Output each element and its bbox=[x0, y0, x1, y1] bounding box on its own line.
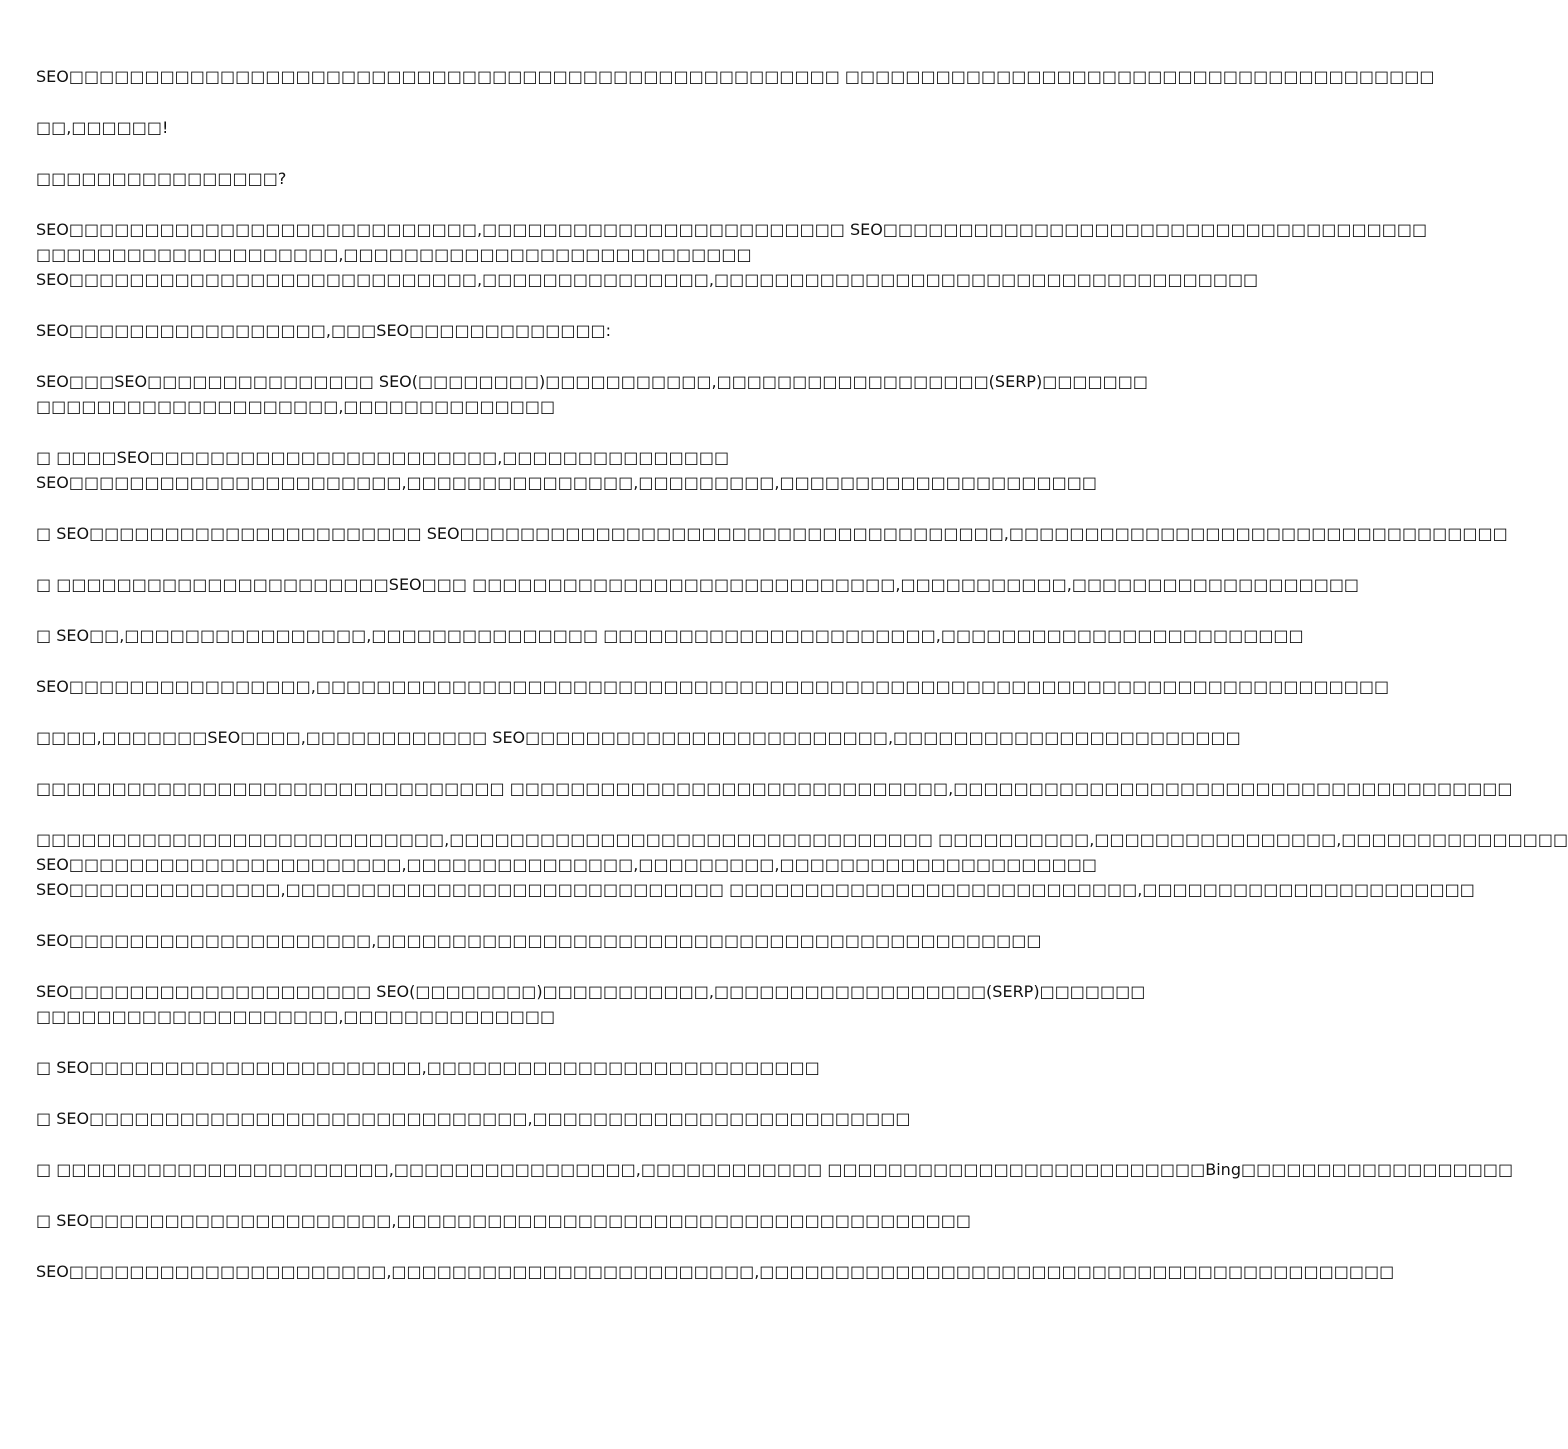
text-line: □ SEO□□□□□□□□□□□□□□□□□□□□□□,□□□□□□□□□□□□□□□□□□□□□□□□□□ bbox=[36, 1058, 820, 1077]
text-line: SEO□□□SEO□□□□□□□□□□□□□□□ SEO(□□□□□□□□)□□□□□□□□□□□,□□□□□□□□□□□□□□□□□□(SERP)□□□□□□□ bbox=[36, 372, 1149, 391]
paragraph bbox=[36, 521, 1508, 546]
text-line: □ □□□□SEO□□□□□□□□□□□□□□□□□□□□□□□,□□□□□□□□□□□□□□□ bbox=[36, 448, 730, 467]
paragraph bbox=[36, 979, 1146, 1029]
paragraph bbox=[36, 166, 996, 191]
paragraph bbox=[36, 776, 1513, 801]
paragraph bbox=[36, 928, 1042, 953]
text-line: □ SEO□□,□□□□□□□□□□□□□□□□,□□□□□□□□□□□□□□□ □□□□□□□□□□□□□□□□□□□□□□,□□□□□□□□□□□□□□□□□□□□□□□□ bbox=[36, 626, 1304, 645]
paragraph bbox=[36, 64, 1435, 89]
paragraph bbox=[36, 1157, 1514, 1182]
document-body bbox=[36, 64, 1568, 1310]
paragraph bbox=[36, 1106, 996, 1131]
paragraph bbox=[36, 445, 1097, 495]
text-line: SEO□□□□□□□□□□□□□□□□□□□□□□□□□□□,□□□□□□□□□□□□□□□,□□□□□□□□□□□□□□□□□□□□□□□□□□□□□□□□□□□□ bbox=[36, 270, 1259, 289]
text-line: □□□□□□□□□□□□□□□□? bbox=[36, 169, 287, 188]
text-line: SEO□□□□□□□□□□□□□□□□□□□□□□,□□□□□□□□□□□□□□□,□□□□□□□□□,□□□□□□□□□□□□□□□□□□□□□ bbox=[36, 473, 1097, 492]
paragraph bbox=[36, 674, 1390, 699]
text-line: SEO□□□□□□□□□□□□□□□□,□□□□□□□□□□□□□□□□□□□□□□□□□□□□□□□□□□□□□□□□□□□□□□□□□□□□□□□□□□□□□□□□□□□□□□□ bbox=[36, 677, 1390, 696]
paragraph bbox=[36, 369, 1149, 419]
paragraph bbox=[36, 827, 1568, 902]
text-line: SEO□□□□□□□□□□□□□□□□□□□□□□,□□□□□□□□□□□□□□□,□□□□□□□□□,□□□□□□□□□□□□□□□□□□□□□ bbox=[36, 855, 1097, 874]
text-line: □ SEO□□□□□□□□□□□□□□□□□□□□,□□□□□□□□□□□□□□□□□□□□□□□□□□□□□□□□□□□□□□ bbox=[36, 1211, 971, 1230]
text-line: □ SEO□□□□□□□□□□□□□□□□□□□□□□ SEO□□□□□□□□□□□□□□□□□□□□□□□□□□□□□□□□□□□□,□□□□□□□□□□□□□□□□□□□□□□□□□□□□□□□□□ bbox=[36, 524, 1508, 543]
text-line: SEO□□□□□□□□□□□□□□□□□□□□□□□□□□□□□□□□□□□□□□□□□□□□□□□□□□□ □□□□□□□□□□□□□□□□□□□□□□□□□□□□□□□□□□□□□□□ bbox=[36, 67, 1435, 86]
text-line: SEO□□□□□□□□□□□□□□□□□□□□□,□□□□□□□□□□□□□□□□□□□□□□□□,□□□□□□□□□□□□□□□□□□□□□□□□□□□□□□□□□□□□□□□□□□ bbox=[36, 1262, 1395, 1281]
paragraph bbox=[36, 217, 1428, 292]
text-line: □□□□□□□□□□□□□□□□□□□□,□□□□□□□□□□□□□□ bbox=[36, 1007, 556, 1026]
text-line: □□□□□□□□□□□□□□□□□□□□,□□□□□□□□□□□□□□□□□□□□□□□□□□□ bbox=[36, 245, 752, 264]
paragraph bbox=[36, 318, 996, 343]
text-line: □□□□□□□□□□□□□□□□□□□□,□□□□□□□□□□□□□□ bbox=[36, 397, 556, 416]
text-line: □□□□□□□□□□□□□□□□□□□□□□□□□□□,□□□□□□□□□□□□□□□□□□□□□□□□□□□□□□□□ □□□□□□□□□□,□□□□□□□□□□□□□□□□,□□□□□□□□□□□□□□□ bbox=[36, 830, 1568, 849]
paragraph bbox=[36, 1055, 996, 1080]
text-line: □ □□□□□□□□□□□□□□□□□□□□□□SEO□□□ □□□□□□□□□□□□□□□□□□□□□□□□□□□□,□□□□□□□□□□□,□□□□□□□□□□□□□□□□□□□ bbox=[36, 575, 1360, 594]
paragraph bbox=[36, 725, 1241, 750]
text-line: □ SEO□□□□□□□□□□□□□□□□□□□□□□□□□□□□□,□□□□□□□□□□□□□□□□□□□□□□□□□ bbox=[36, 1109, 911, 1128]
text-line: SEO□□□□□□□□□□□□□□□□□□□□□□□□□□□,□□□□□□□□□□□□□□□□□□□□□□□□ SEO□□□□□□□□□□□□□□□□□□□□□□□□□□□□□□□□□□□□ bbox=[36, 220, 1428, 239]
text-line: □ □□□□□□□□□□□□□□□□□□□□□□,□□□□□□□□□□□□□□□□,□□□□□□□□□□□□ □□□□□□□□□□□□□□□□□□□□□□□□□Bing□□□□□□□□□□□□□□□□□□ bbox=[36, 1160, 1514, 1179]
text-line: SEO□□□□□□□□□□□□□□,□□□□□□□□□□□□□□□□□□□□□□□□□□□□□ □□□□□□□□□□□□□□□□□□□□□□□□□□□,□□□□□□□□□□□□□□□□□□□□□□ bbox=[36, 880, 1475, 899]
text-line: SEO□□□□□□□□□□□□□□□□□,□□□SEO□□□□□□□□□□□□□: bbox=[36, 321, 612, 340]
paragraph bbox=[36, 1259, 1395, 1284]
text-line: SEO□□□□□□□□□□□□□□□□□□□□,□□□□□□□□□□□□□□□□□□□□□□□□□□□□□□□□□□□□□□□□□□□□ bbox=[36, 931, 1042, 950]
paragraph bbox=[36, 1208, 996, 1233]
text-line: □□,□□□□□□! bbox=[36, 118, 169, 137]
text-line: □□□□□□□□□□□□□□□□□□□□□□□□□□□□□□□ □□□□□□□□□□□□□□□□□□□□□□□□□□□□□,□□□□□□□□□□□□□□□□□□□□□□□□□□□□□□□□□□□□□ bbox=[36, 779, 1513, 798]
text-line: □□□□,□□□□□□□SEO□□□□,□□□□□□□□□□□□ SEO□□□□□□□□□□□□□□□□□□□□□□□□,□□□□□□□□□□□□□□□□□□□□□□□ bbox=[36, 728, 1241, 747]
text-line: SEO□□□□□□□□□□□□□□□□□□□□ SEO(□□□□□□□□)□□□□□□□□□□□,□□□□□□□□□□□□□□□□□□(SERP)□□□□□□□ bbox=[36, 982, 1146, 1001]
paragraph bbox=[36, 572, 1360, 597]
paragraph bbox=[36, 623, 1304, 648]
paragraph bbox=[36, 115, 996, 140]
